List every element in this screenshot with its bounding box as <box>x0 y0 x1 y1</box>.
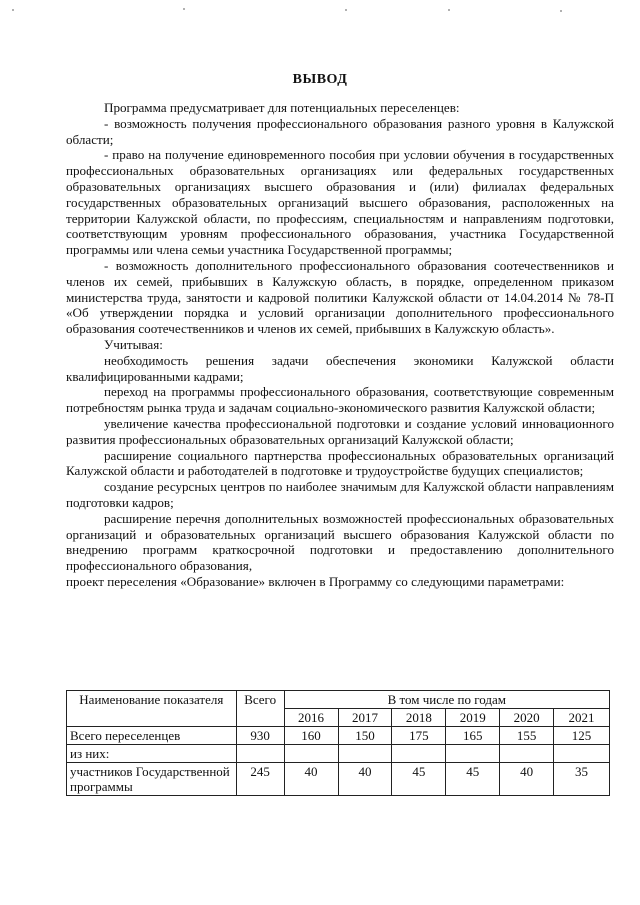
reason-paragraph: увеличение качества профессиональной подготовки и создание условий инновационного развития профессиональных образовательных организаций Калужской области; <box>66 415 614 447</box>
table-row <box>67 763 610 796</box>
row-name-cell: из них: <box>67 745 237 763</box>
intro-paragraph: Программа предусматривает для потенциальных переселенцев: <box>104 100 460 115</box>
row-value-cell: 40 <box>500 763 554 796</box>
reason-paragraph: создание ресурсных центров по наиболее значимым для Калужской области направлениям подготовки кадров; <box>66 479 614 510</box>
row-name-cell: Всего переселенцев <box>67 727 237 745</box>
row-value-cell: 160 <box>284 727 338 745</box>
header-years-cell: В том числе по годам <box>284 691 609 709</box>
year-cell: 2016 <box>284 709 338 727</box>
row-total-cell: 930 <box>236 727 284 745</box>
row-value-cell <box>392 745 446 763</box>
row-value-cell: 175 <box>392 727 446 745</box>
year-cell: 2019 <box>446 709 500 727</box>
document-title: ВЫВОД <box>292 72 348 87</box>
scan-speck <box>345 9 347 11</box>
row-value-cell: 45 <box>446 763 500 796</box>
reason-paragraph: переход на программы профессионального образования, соответствующие современным потребностям рынка труда и задачам социально-экономического развития Калужской области; <box>66 384 614 416</box>
considering-paragraph: Учитывая: <box>104 336 163 352</box>
row-value-cell <box>446 745 500 763</box>
body-text <box>66 100 614 590</box>
reason-paragraph: расширение социального партнерства профессиональных образовательных организаций Калужской области и работодателей в подготовке и трудоустройстве будущих специалистов; <box>66 447 614 479</box>
parameters-table <box>66 690 610 796</box>
row-value-cell: 35 <box>554 763 610 796</box>
year-cell: 2017 <box>338 709 392 727</box>
row-value-cell <box>338 745 392 763</box>
row-value-cell: 125 <box>554 727 610 745</box>
header-name-cell: Наименование показателя <box>67 691 237 727</box>
scan-speck <box>183 8 185 10</box>
bullet-paragraph: - возможность получения профессионального образования разного уровня в Калужской области; <box>66 115 614 147</box>
reason-paragraph: расширение перечня дополнительных возможностей профессиональных образовательных организаций и образовательных организаций высшего образования Калужской области по внедрению программ краткосрочной подготовки и предоставлению дополнительного профессионального образования, <box>66 510 614 574</box>
bullet-paragraph: - право на получение единовременного пособия при условии обучения в государственных профессиональных образовательных организациях или федеральных государственных образовательных организациях высшего образования и (или) филиалах федеральных государственных образовательных организаций высшего образования, расположенных на территории Калужской области, по профессиям, специальностям и направлениям подготовки, соответствующим уровням профессионального образования, участника Государственной программы или члена семьи участника Государственной программы; <box>66 147 614 258</box>
row-value-cell: 45 <box>392 763 446 796</box>
table-row <box>67 727 610 745</box>
year-cell: 2020 <box>500 709 554 727</box>
scan-speck <box>12 9 14 11</box>
row-value-cell: 150 <box>338 727 392 745</box>
row-name-cell: участников Государственной программы <box>67 763 237 796</box>
year-cell: 2018 <box>392 709 446 727</box>
year-cell: 2021 <box>554 709 610 727</box>
scan-speck <box>448 9 450 11</box>
bullet-paragraph: - возможность дополнительного профессионального образования соотечественников и членов их семей, прибывших в Калужскую область, в порядке, определенном приказом министерства труда, занятости и кадровой политики Калужской области от 14.04.2014 № 78-П «Об утверждении порядка и условий организации дополнительного профессионального образования соотечественников и членов их семей, прибывших в Калужскую область». <box>66 257 614 337</box>
row-value-cell: 40 <box>338 763 392 796</box>
table-row <box>67 745 610 763</box>
row-value-cell <box>500 745 554 763</box>
row-total-cell: 245 <box>236 763 284 796</box>
reason-paragraph: необходимость решения задачи обеспечения экономики Калужской области квалифицированными кадрами; <box>66 352 614 384</box>
table-header-row <box>67 691 610 709</box>
row-value-cell: 155 <box>500 727 554 745</box>
row-value-cell: 40 <box>284 763 338 796</box>
scan-speck <box>560 10 562 12</box>
row-value-cell <box>554 745 610 763</box>
conclusion-paragraph: проект переселения «Образование» включен в Программу со следующими параметрами: <box>66 573 565 589</box>
header-total-cell: Всего <box>236 691 284 727</box>
row-value-cell: 165 <box>446 727 500 745</box>
row-total-cell <box>236 745 284 763</box>
row-value-cell <box>284 745 338 763</box>
